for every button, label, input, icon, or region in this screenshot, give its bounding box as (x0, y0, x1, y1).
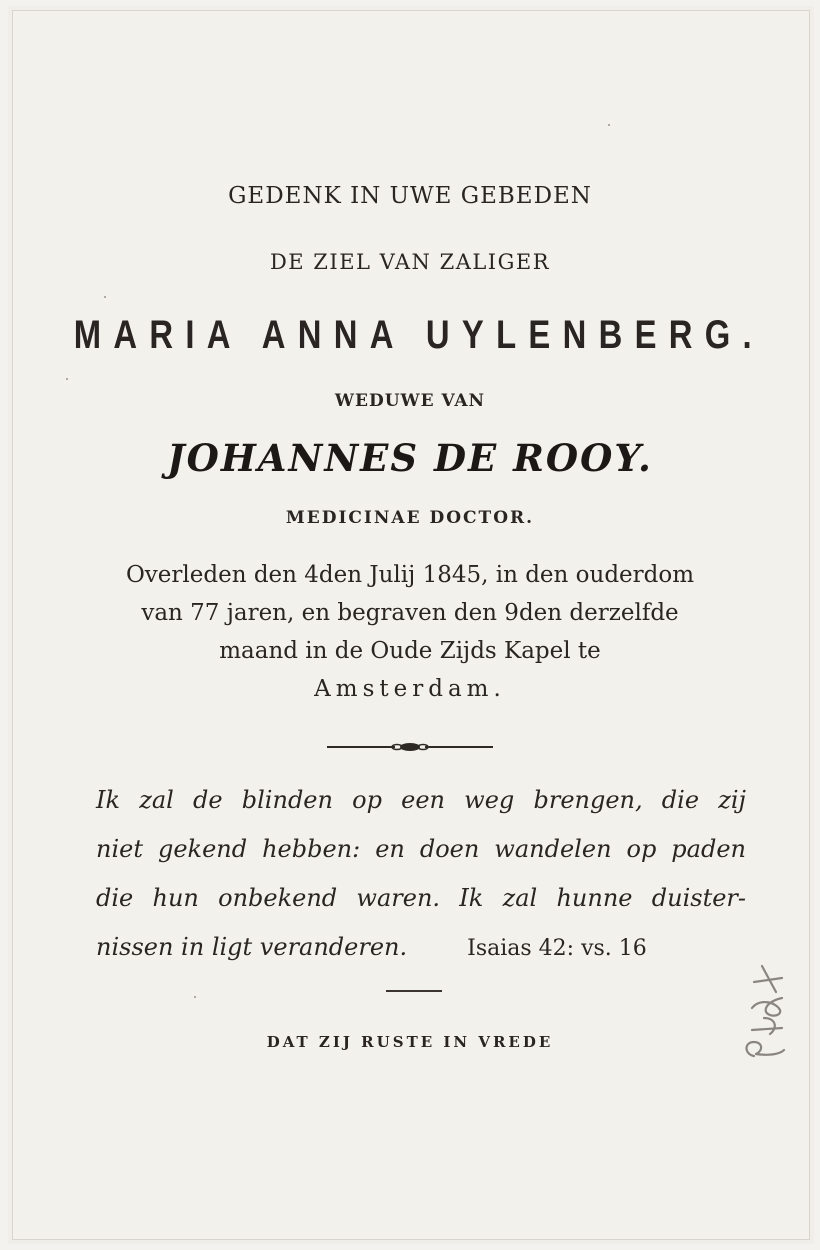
profession: MEDICINAE DOCTOR. (285, 508, 535, 528)
paper-speck (66, 378, 68, 380)
short-rule (386, 990, 442, 992)
death-details (80, 556, 740, 708)
verse-line: Ik zal de blinden op een weg brengen, die zij (96, 786, 746, 814)
verse-line: niet gekend hebben: en doen wandelen op paden (96, 835, 746, 863)
husband-name: JOHANNES DE ROOY. (167, 436, 653, 480)
death-details-line: van 77 jaren, en begraven den 9den derzelfde (141, 600, 679, 626)
death-details-line: Amsterdam. (314, 676, 506, 702)
verse-reference: Isaias 42: vs. 16 (467, 936, 647, 961)
handwritten-annotation (740, 958, 800, 1068)
rest-in-peace: DAT ZIJ RUSTE IN VREDE (266, 1033, 554, 1051)
soul-of-line: DE ZIEL VAN ZALIGER (269, 250, 551, 274)
prayer-request: GEDENK IN UWE GEBEDEN (228, 183, 592, 209)
verse-line: die hun onbekend waren. Ik zal hunne duister- (96, 884, 746, 912)
paper-speck (194, 996, 196, 998)
paper-speck (608, 124, 610, 126)
bible-verse (96, 776, 746, 973)
death-details-line: Overleden den 4den Julij 1845, in den ouderdom (125, 562, 695, 588)
deceased-name: MARIA ANNA UYLENBERG. (73, 313, 764, 357)
widow-of-line: WEDUWE VAN (334, 391, 486, 411)
death-details-line: maand in de Oude Zijds Kapel te (219, 638, 601, 664)
verse-line: nissen in ligt veranderen. (96, 933, 408, 961)
paper-speck (104, 296, 106, 298)
ornament-divider (325, 737, 495, 757)
